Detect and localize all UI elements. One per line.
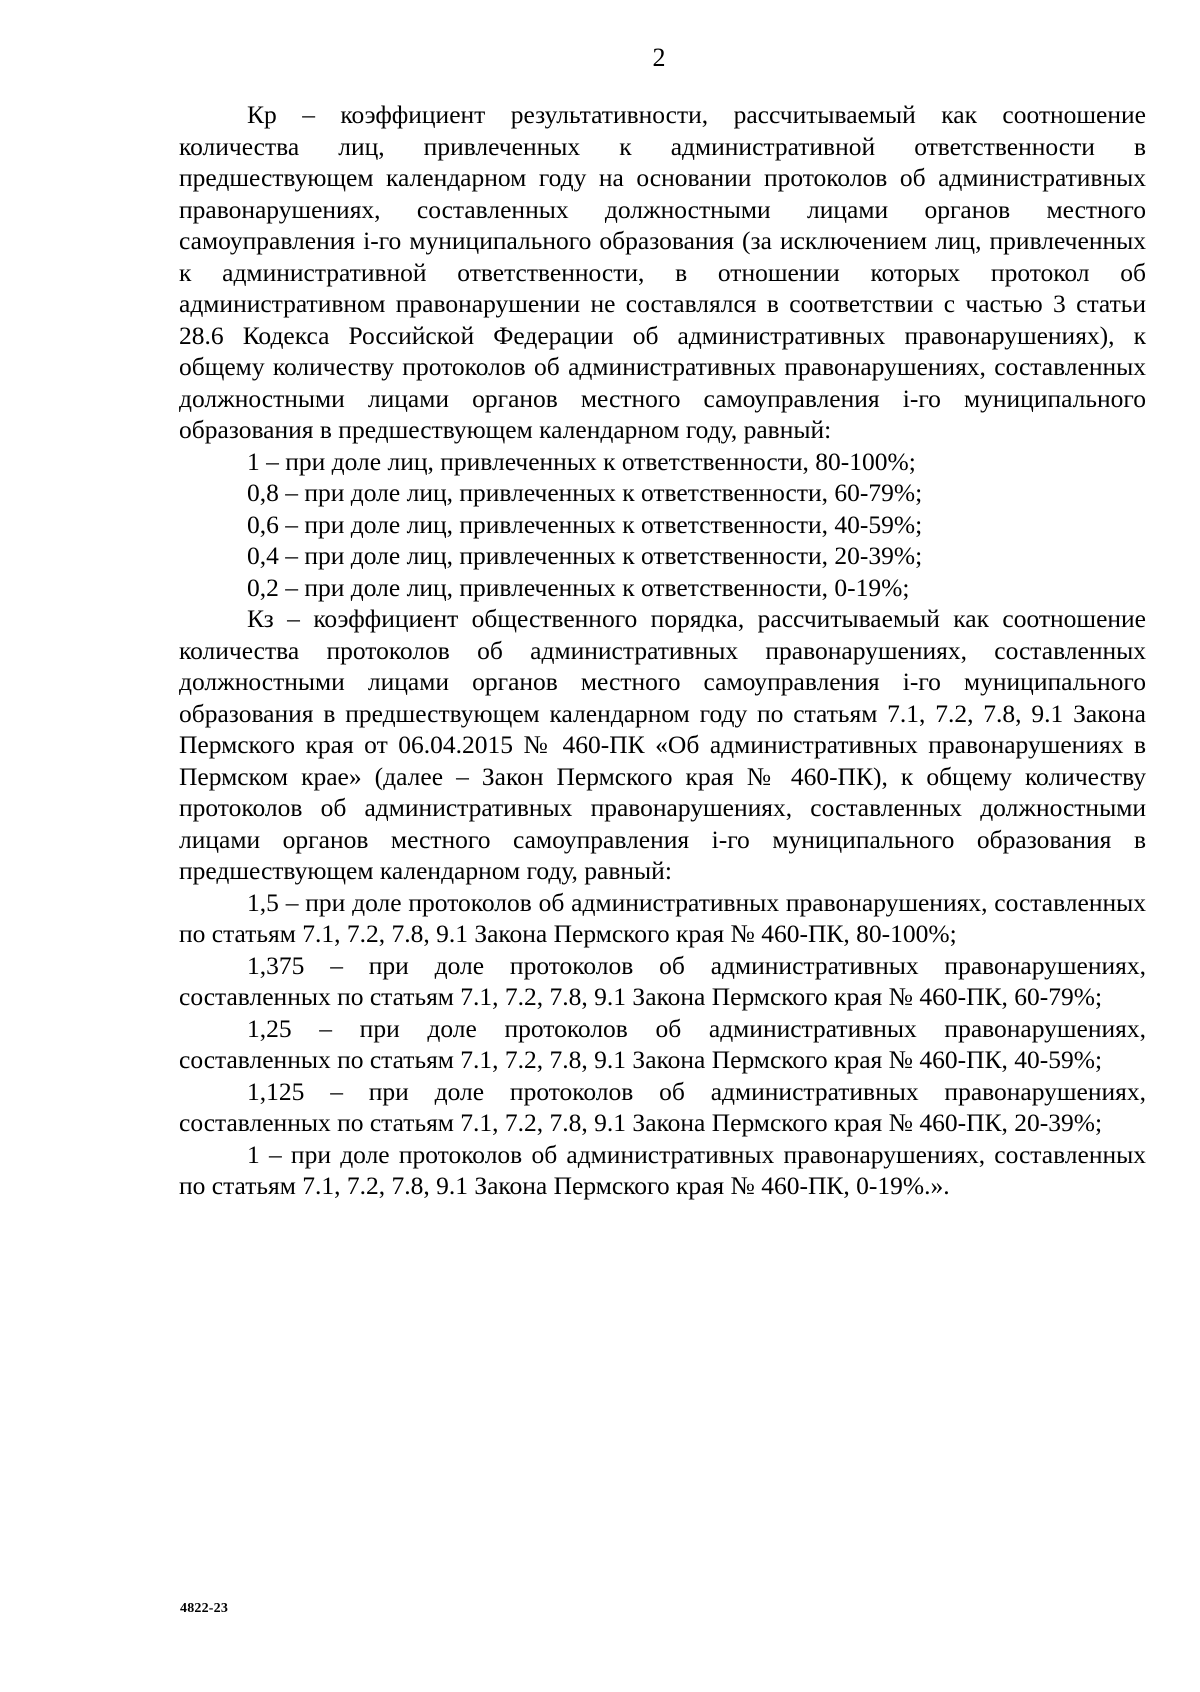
kz-list-item: 1,125 – при доле протоколов об административных правонарушениях, составленных по статьям 7.1, 7.2, 7.8, 9.1 Закона Пермского края № 460-ПК, 20-39%;	[179, 1076, 1146, 1137]
kr-definition-paragraph: Кр – коэффициент результативности, рассчитываемый как соотношение количества лиц, привлеченных к административной ответственности в предшествующем календарном году на основании протоколов об административных правонарушениях, составленных должностными лицами органов местного самоуправления i-го муниципального образования (за исключением лиц, привлеченных к административной ответственности, в отношении которых протокол об административном правонарушении не составлялся в соответствии с частью 3 статьи 28.6 Кодекса Российской Федерации об административных правонарушениях), к общему количеству протоколов об административных правонарушениях, составленных должностными лицами органов местного самоуправления i-го муниципального образования в предшествующем календарном году, равный:	[179, 100, 1146, 444]
kz-list-item: 1,375 – при доле протоколов об административных правонарушениях, составленных по статьям 7.1, 7.2, 7.8, 9.1 Закона Пермского края № 460-ПК, 60-79%;	[179, 950, 1146, 1011]
page-number: 2	[652, 43, 666, 72]
kr-list-item: 0,2 – при доле лиц, привлеченных к ответственности, 0-19%;	[247, 572, 910, 602]
kr-list-item: 0,6 – при доле лиц, привлеченных к ответственности, 40-59%;	[247, 509, 923, 539]
kz-list-item: 1,25 – при доле протоколов об административных правонарушениях, составленных по статьям 7.1, 7.2, 7.8, 9.1 Закона Пермского края № 460-ПК, 40-59%;	[179, 1013, 1146, 1074]
kz-list-item: 1 – при доле протоколов об административных правонарушениях, составленных по статьям 7.1, 7.2, 7.8, 9.1 Закона Пермского края № 460-ПК, 0-19%.».	[179, 1139, 1146, 1200]
kr-list-item: 1 – при доле лиц, привлеченных к ответственности, 80-100%;	[247, 446, 916, 476]
kr-list-item: 0,4 – при доле лиц, привлеченных к ответственности, 20-39%;	[247, 541, 923, 570]
kz-list-item: 1,5 – при доле протоколов об административных правонарушениях, составленных по статьям 7.1, 7.2, 7.8, 9.1 Закона Пермского края № 460-ПК, 80-100%;	[179, 887, 1146, 948]
document-code: 4822-23	[180, 1601, 229, 1616]
kz-definition-paragraph: Кз – коэффициент общественного порядка, рассчитываемый как соотношение количества протоколов об административных правонарушениях, составленных должностными лицами органов местного самоуправления i-го муниципального образования в предшествующем календарном году по статьям 7.1, 7.2, 7.8, 9.1 Закона Пермского края от 06.04.2015 № 460-ПК «Об административных правонарушениях в Пермском крае» (далее – Закон Пермского края № 460-ПК), к общему количеству протоколов об административных правонарушениях, составленных должностными лицами органов местного самоуправления i-го муниципального образования в предшествующем календарном году, равный:	[179, 604, 1146, 885]
kr-list-item: 0,8 – при доле лиц, привлеченных к ответственности, 60-79%;	[247, 478, 923, 507]
document-body	[179, 99, 1146, 1202]
